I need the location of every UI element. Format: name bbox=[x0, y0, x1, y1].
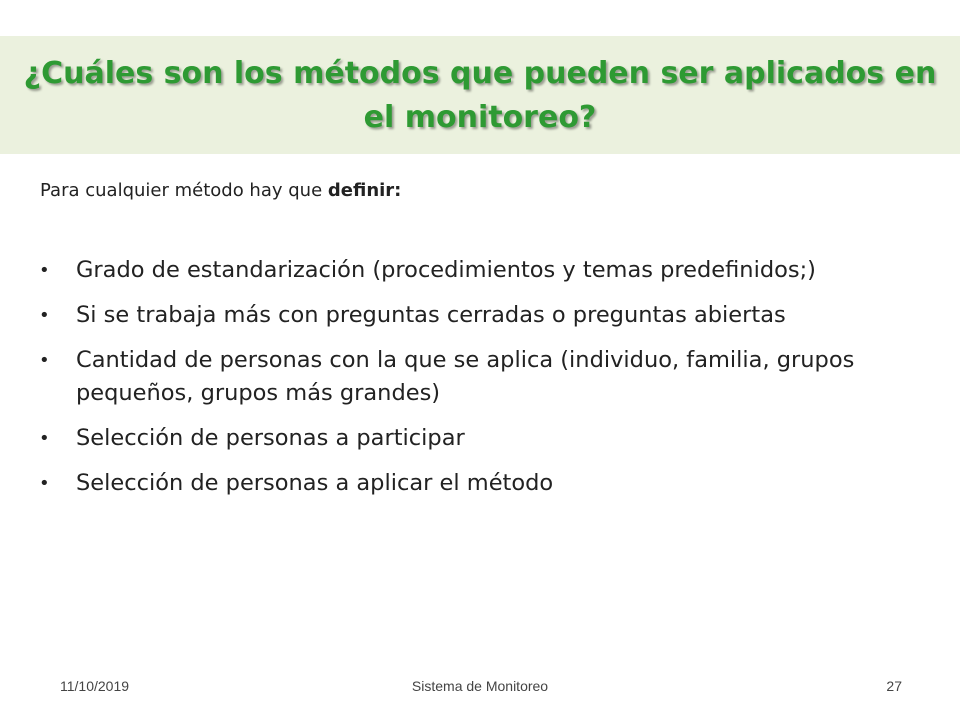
bullet-text: Selección de personas a participar bbox=[76, 425, 465, 451]
bullet-dot-icon: • bbox=[39, 428, 50, 449]
slide-title: ¿Cuáles son los métodos que pueden ser aplicados en el monitoreo? bbox=[23, 56, 937, 135]
bullet-dot-icon: • bbox=[39, 350, 50, 371]
bullet-text: Selección de personas a aplicar el método bbox=[76, 470, 554, 496]
bullet-item bbox=[0, 254, 960, 287]
bullet-dot-icon: • bbox=[39, 473, 50, 494]
footer-title: Sistema de Monitoreo bbox=[411, 678, 549, 694]
bullet-item bbox=[0, 299, 960, 332]
bullet-item bbox=[0, 422, 960, 455]
bullet-item bbox=[0, 344, 960, 410]
bullet-list bbox=[0, 254, 960, 512]
bullet-dot-icon: • bbox=[39, 260, 50, 281]
intro-text bbox=[40, 178, 401, 204]
bullet-text: Si se trabaja más con preguntas cerradas o preguntas abiertas bbox=[76, 302, 786, 328]
intro-bold: definir: bbox=[327, 180, 402, 201]
bullet-text: Grado de estandarización (procedimientos y temas predefinidos;) bbox=[76, 257, 816, 283]
footer-date: 11/10/2019 bbox=[60, 678, 130, 694]
bullet-item bbox=[0, 467, 960, 500]
intro-prefix: Para cualquier método hay que bbox=[40, 180, 328, 201]
bullet-text: Cantidad de personas con la que se aplica (individuo, familia, grupos pequeños, grupos más grandes) bbox=[76, 347, 855, 406]
page-number: 27 bbox=[886, 678, 902, 694]
bullet-dot-icon: • bbox=[39, 305, 50, 326]
